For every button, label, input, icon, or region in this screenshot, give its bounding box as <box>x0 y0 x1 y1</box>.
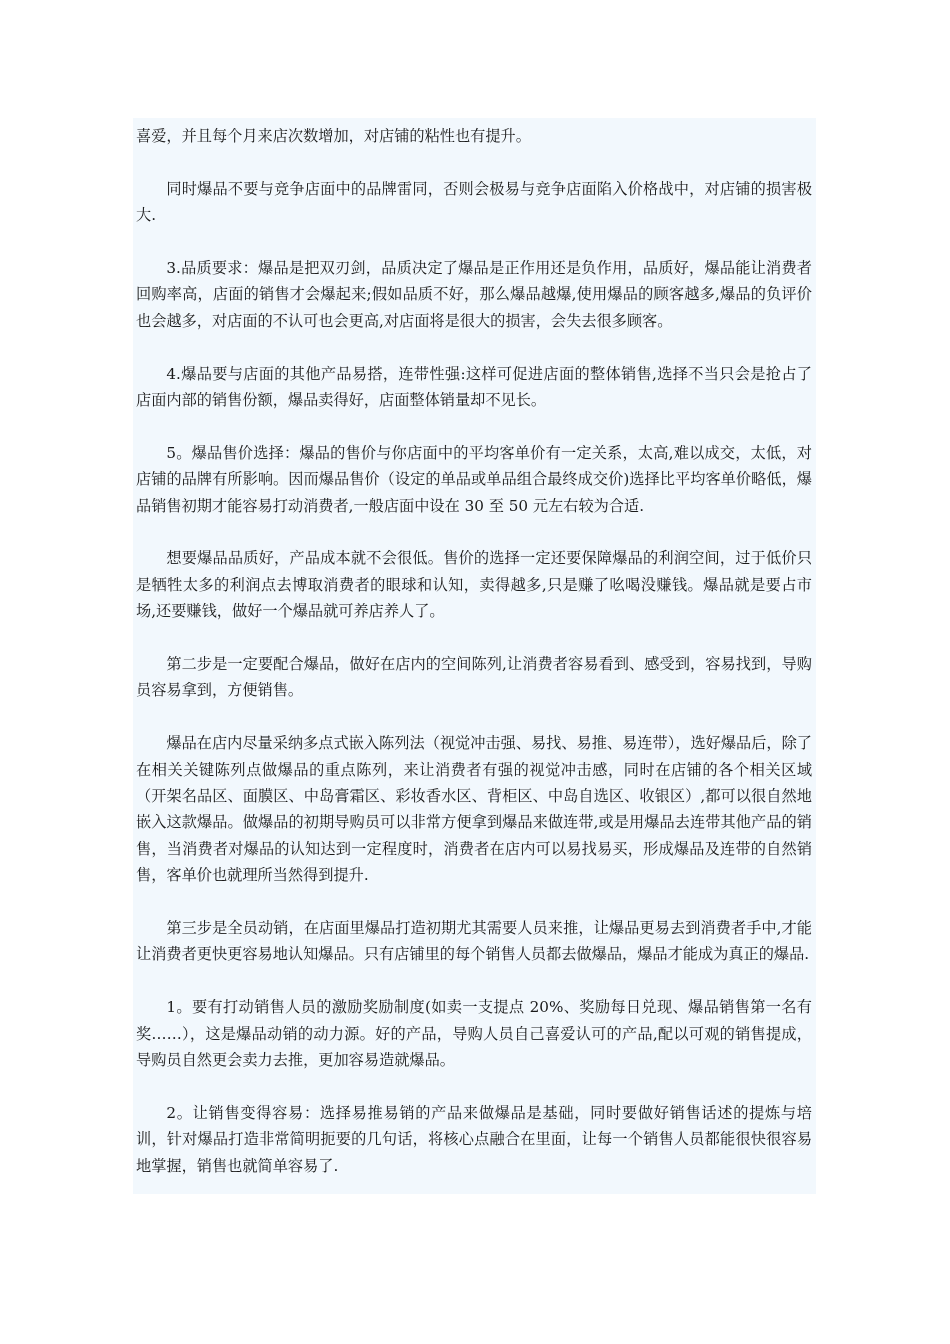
paragraph: 4.爆品要与店面的其他产品易搭，连带性强:这样可促进店面的整体销售,选择不当只会是抢占了店面内部的销售份额，爆品卖得好，店面整体销量却不见长。 <box>136 364 812 410</box>
paragraph: 想要爆品品质好，产品成本就不会很低。售价的选择一定还要保障爆品的利润空间，过于低价只是牺牲太多的利润点去博取消费者的眼球和认知，卖得越多,只是赚了吆喝没赚钱。爆品就是要占市场,还要赚钱，做好一个爆品就可养店养人了。 <box>136 549 812 621</box>
article-body <box>133 118 816 1194</box>
paragraph: 3.品质要求：爆品是把双刃剑，品质决定了爆品是正作用还是负作用，品质好，爆品能让消费者回购率高，店面的销售才会爆起来;假如品质不好，那么爆品越爆,使用爆品的顾客越多,爆品的负评价也会越多，对店面的不认可也会更高,对店面将是很大的损害，会失去很多顾客。 <box>136 259 812 330</box>
paragraph: 第三步是全员动销，在店面里爆品打造初期尤其需要人员来推，让爆品更易去到消费者手中,才能让消费者更快更容易地认知爆品。只有店铺里的每个销售人员都去做爆品，爆品才能成为真正的爆品. <box>136 919 812 964</box>
paragraph: 爆品在店内尽量采纳多点式嵌入陈列法（视觉冲击强、易找、易推、易连带），选好爆品后，除了在相关关键陈列点做爆品的重点陈列，来让消费者有强的视觉冲击感，同时在店铺的各个相关区域（开架名品区、面膜区、中岛膏霜区、彩妆香水区、背柜区、中岛自选区、收银区）,都可以很自然地嵌入这款爆品。做爆品的初期导购员可以非常方便拿到爆品来做连带,或是用爆品去连带其他产品的销售，当消费者对爆品的认知达到一定程度时，消费者在店内可以易找易买，形成爆品及连带的自然销售，客单价也就理所当然得到提升. <box>136 734 812 885</box>
paragraph: 5。爆品售价选择：爆品的售价与你店面中的平均客单价有一定关系，太高,难以成交，太低，对店铺的品牌有所影响。因而爆品售价（设定的单品或单品组合最终成交价)选择比平均客单价略低，爆品销售初期才能容易打动消费者,一般店面中设在 30 至 50 元左右较为合适. <box>136 443 812 515</box>
paragraph: 同时爆品不要与竞争店面中的品牌雷同，否则会极易与竞争店面陷入价格战中，对店铺的损害极大. <box>136 179 812 225</box>
paragraph: 第二步是一定要配合爆品，做好在店内的空间陈列,让消费者容易看到、感受到，容易找到，导购员容易拿到，方便销售。 <box>136 655 812 700</box>
paragraph: 喜爱，并且每个月来店次数增加，对店铺的粘性也有提升。 <box>136 127 531 145</box>
paragraph: 1。要有打动销售人员的激励奖励制度(如卖一支提点 20%、奖励每日兑现、爆品销售第一名有奖……），这是爆品动销的动力源。好的产品，导购人员自己喜爱认可的产品,配以可观的销售提成，导购员自然更会卖力去推，更加容易造就爆品。 <box>136 998 812 1070</box>
paragraph: 2。让销售变得容易：选择易推易销的产品来做爆品是基础，同时要做好销售话述的提炼与培训，针对爆品打造非常简明扼要的几句话，将核心点融合在里面，让每一个销售人员都能很快很容易地掌握，销售也就简单容易了. <box>136 1103 812 1175</box>
